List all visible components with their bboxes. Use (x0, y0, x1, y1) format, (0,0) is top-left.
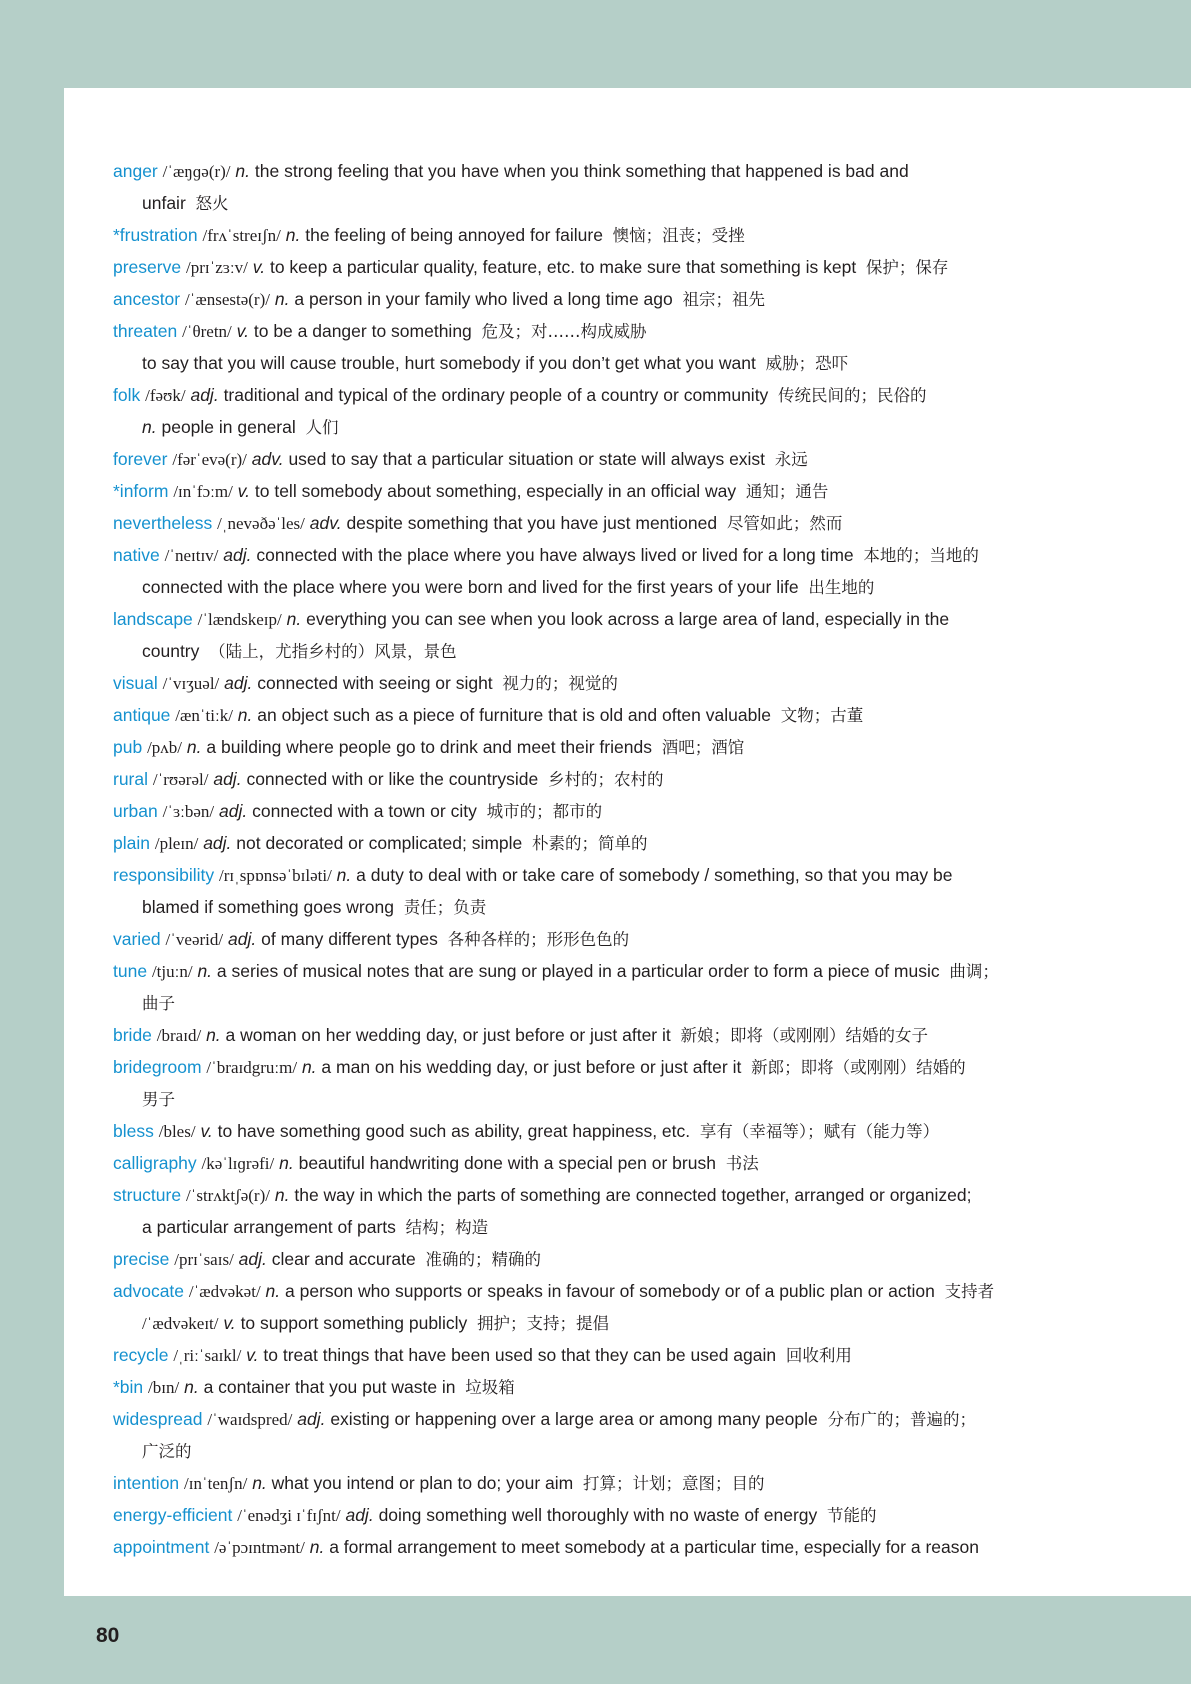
phonetic: /pleɪn/ (154, 834, 199, 853)
entry-line (113, 1371, 1113, 1403)
part-of-speech: n. (186, 737, 202, 757)
part-of-speech: v. (252, 257, 266, 277)
chinese-translation: 打算；计划；意图；目的 (582, 1474, 765, 1493)
headword: bride (113, 1025, 152, 1045)
headword: recycle (113, 1345, 169, 1365)
phonetic: /əˈpɔɪntmənt/ (214, 1538, 305, 1557)
chinese-translation: 新郎；即将（或刚刚）结婚的 (751, 1058, 966, 1077)
headword: *bin (113, 1377, 144, 1397)
part-of-speech: n. (237, 705, 253, 725)
headword: preserve (113, 257, 182, 277)
definition: a duty to deal with or take care of somebody / something, so that you may be (356, 865, 953, 885)
phonetic: /ˈɜːbən/ (162, 802, 215, 821)
headword: pub (113, 737, 143, 757)
vocab-entry (113, 1019, 1113, 1051)
entry-line (113, 1115, 1113, 1147)
vocab-entry (113, 1243, 1113, 1275)
phonetic: /ˈstrʌktʃə(r)/ (185, 1186, 270, 1205)
part-of-speech: adj. (297, 1409, 326, 1429)
chinese-translation: 保护；保存 (865, 258, 949, 277)
chinese-translation: 准确的；精确的 (425, 1250, 541, 1269)
chinese-translation: 祖宗；祖先 (682, 290, 765, 309)
page-number: 80 (96, 1624, 120, 1647)
chinese-translation: 酒吧；酒馆 (661, 738, 745, 757)
headword: appointment (113, 1537, 210, 1557)
entry-line (113, 827, 1113, 859)
vocab-entry (113, 1499, 1113, 1531)
vocab-entry (113, 219, 1113, 251)
chinese-translation: 结构；构造 (405, 1218, 489, 1237)
phonetic: /ˈrʊərəl/ (152, 770, 209, 789)
entry-line (113, 219, 1113, 251)
vocab-entry (113, 251, 1113, 283)
chinese-translation: 危及；对……构成威胁 (481, 322, 647, 341)
entry-line (113, 1531, 1113, 1563)
entry-continuation-line (113, 891, 1113, 923)
headword: energy-efficient (113, 1505, 233, 1525)
chinese-translation: 责任；负责 (403, 898, 487, 917)
headword: folk (113, 385, 141, 405)
vocab-entry (113, 923, 1113, 955)
chinese-translation: 城市的；都市的 (486, 802, 603, 821)
chinese-translation: 通知；通告 (745, 482, 829, 501)
vocab-entry (113, 1275, 1113, 1339)
definition: to support something publicly (240, 1313, 468, 1333)
part-of-speech: n. (285, 225, 301, 245)
chinese-translation: 传统民间的；民俗的 (778, 386, 927, 405)
chinese-translation: 享有（幸福等）；赋有（能力等） (699, 1122, 940, 1141)
chinese-translation: 新娘；即将（或刚刚）结婚的女子 (680, 1026, 928, 1045)
definition: to treat things that have been used so that they can be used again (263, 1345, 777, 1365)
entry-continuation-line (113, 635, 1113, 667)
phonetic: /ˈenədʒi ɪˈfɪʃnt/ (237, 1506, 341, 1525)
part-of-speech: n. (206, 1025, 221, 1045)
headword: tune (113, 961, 148, 981)
part-of-speech: v. (223, 1313, 236, 1333)
headword: bless (113, 1121, 154, 1141)
vocab-entry (113, 1467, 1113, 1499)
headword: rural (113, 769, 149, 789)
entry-line (113, 1147, 1113, 1179)
part-of-speech: adj. (228, 929, 257, 949)
part-of-speech: n. (336, 865, 352, 885)
vocab-entry (113, 315, 1113, 379)
entry-continuation-line (113, 1435, 1113, 1467)
phonetic: /ˈwaɪdspred/ (207, 1410, 293, 1429)
vocab-entry (113, 539, 1113, 603)
vocabulary-list (113, 155, 1113, 1563)
phonetic: /bɪn/ (148, 1378, 180, 1397)
definition: existing or happening over a large area or among many people (330, 1409, 818, 1429)
part-of-speech: n. (184, 1377, 199, 1397)
entry-line (113, 1467, 1113, 1499)
part-of-speech: adv. (251, 449, 284, 469)
phonetic: /ɪnˈtenʃn/ (184, 1474, 248, 1493)
chinese-translation: 威胁；恐吓 (765, 354, 849, 373)
chinese-translation: 本地的；当地的 (863, 546, 979, 565)
definition: traditional and typical of the ordinary people of a country or community (223, 385, 769, 405)
headword: *frustration (113, 225, 198, 245)
part-of-speech: v. (200, 1121, 213, 1141)
definition: connected with seeing or sight (257, 673, 493, 693)
entry-line (113, 539, 1113, 571)
definition: country (142, 641, 200, 661)
part-of-speech: adj. (345, 1505, 374, 1525)
phonetic: /ɪnˈfɔːm/ (173, 482, 233, 501)
entry-line (113, 699, 1113, 731)
definition: connected with the place where you have always lived or lived for a long time (256, 545, 854, 565)
definition: to tell somebody about something, especially in an official way (254, 481, 737, 501)
chinese-translation: 各种各样的；形形色色的 (447, 930, 630, 949)
entry-line (113, 155, 1113, 187)
phonetic: /ˈneɪtɪv/ (164, 546, 219, 565)
definition: despite something that you have just mentioned (346, 513, 718, 533)
vocab-entry (113, 1051, 1113, 1115)
definition: to have something good such as ability, great happiness, etc. (217, 1121, 691, 1141)
entry-continuation-line (113, 987, 1113, 1019)
definition: people in general (161, 417, 296, 437)
vocab-entry (113, 507, 1113, 539)
definition: connected with a town or city (252, 801, 477, 821)
vocab-entry (113, 1371, 1113, 1403)
phonetic: /kəˈlɪɡrəfi/ (201, 1154, 275, 1173)
phonetic: /ˈædvəkeɪt/ (142, 1314, 219, 1333)
definition: beautiful handwriting done with a special pen or brush (298, 1153, 716, 1173)
part-of-speech: n. (235, 161, 251, 181)
entry-line (113, 1403, 1113, 1435)
part-of-speech: n. (252, 1473, 267, 1493)
chinese-translation: 人们 (305, 418, 339, 437)
part-of-speech: n. (197, 961, 213, 981)
part-of-speech: adj. (219, 801, 248, 821)
definition: to keep a particular quality, feature, etc. to make sure that something is kept (269, 257, 857, 277)
part-of-speech: adv. (309, 513, 342, 533)
part-of-speech: adj. (224, 673, 253, 693)
chinese-translation: 男子 (142, 1090, 175, 1109)
part-of-speech: n. (274, 1185, 290, 1205)
headword: visual (113, 673, 158, 693)
definition: to be a danger to something (253, 321, 472, 341)
headword: anger (113, 161, 158, 181)
entry-line (113, 731, 1113, 763)
part-of-speech: adj. (203, 833, 232, 853)
definition: connected with or like the countryside (246, 769, 539, 789)
definition: clear and accurate (271, 1249, 416, 1269)
vocab-entry (113, 731, 1113, 763)
headword: nevertheless (113, 513, 213, 533)
definition: the strong feeling that you have when you think something that happened is bad and (254, 161, 909, 181)
headword: threaten (113, 321, 178, 341)
phonetic: /ˈlændskeɪp/ (197, 610, 282, 629)
definition: a particular arrangement of parts (142, 1217, 396, 1237)
vocab-entry (113, 475, 1113, 507)
definition: doing something well thoroughly with no waste of energy (378, 1505, 818, 1525)
part-of-speech: adj. (238, 1249, 267, 1269)
definition: a woman on her wedding day, or just before or just after it (225, 1025, 671, 1045)
entry-continuation-line (113, 411, 1113, 443)
chinese-translation: 支持者 (944, 1282, 995, 1301)
entry-line (113, 1275, 1113, 1307)
chinese-translation: 书法 (725, 1154, 759, 1173)
entry-line (113, 1179, 1113, 1211)
chinese-translation: 曲子 (142, 994, 175, 1013)
headword: urban (113, 801, 158, 821)
entry-line (113, 507, 1113, 539)
definition: not decorated or complicated; simple (236, 833, 523, 853)
entry-continuation-line (113, 571, 1113, 603)
phonetic: /tjuːn/ (151, 962, 193, 981)
part-of-speech: n. (142, 417, 157, 437)
chinese-translation: 朴素的；简单的 (532, 834, 648, 853)
entry-line (113, 955, 1113, 987)
phonetic: /ˈædvəkət/ (188, 1282, 261, 1301)
definition: a man on his wedding day, or just before or just after it (321, 1057, 742, 1077)
entry-continuation-line (113, 1083, 1113, 1115)
part-of-speech: adj. (190, 385, 219, 405)
definition: the feeling of being annoyed for failure (305, 225, 603, 245)
entry-line (113, 603, 1113, 635)
chinese-translation: 节能的 (827, 1506, 877, 1525)
definition: of many different types (261, 929, 438, 949)
chinese-translation: 拥护；支持；提倡 (476, 1314, 609, 1333)
entry-line (113, 475, 1113, 507)
phonetic: /rɪˌspɒnsəˈbɪləti/ (219, 866, 332, 885)
entry-line (113, 795, 1113, 827)
chinese-translation: 出生地的 (808, 578, 875, 597)
phonetic: /ˈveərid/ (165, 930, 224, 949)
definition: a series of musical notes that are sung or played in a particular order to form a piece of music (216, 961, 940, 981)
vocab-entry (113, 443, 1113, 475)
entry-line (113, 315, 1113, 347)
headword: calligraphy (113, 1153, 197, 1173)
headword: advocate (113, 1281, 185, 1301)
vocab-entry (113, 1339, 1113, 1371)
phonetic: /pʌb/ (147, 738, 183, 757)
vocab-entry (113, 763, 1113, 795)
chinese-translation: 曲调； (949, 962, 999, 981)
phonetic: /ænˈtiːk/ (175, 706, 233, 725)
chinese-translation: 视力的；视觉的 (502, 674, 618, 693)
chinese-translation: 广泛的 (142, 1442, 192, 1461)
chinese-translation: 怒火 (195, 194, 229, 213)
headword: plain (113, 833, 150, 853)
part-of-speech: v. (246, 1345, 259, 1365)
vocab-entry (113, 603, 1113, 667)
entry-continuation-line (113, 1211, 1113, 1243)
vocab-entry (113, 283, 1113, 315)
phonetic: /ˈvɪʒuəl/ (162, 674, 220, 693)
entry-line (113, 1019, 1113, 1051)
headword: varied (113, 929, 161, 949)
part-of-speech: n. (265, 1281, 281, 1301)
phonetic: /fəʊk/ (145, 386, 186, 405)
definition: unfair (142, 193, 186, 213)
headword: antique (113, 705, 171, 725)
headword: widespread (113, 1409, 203, 1429)
headword: structure (113, 1185, 182, 1205)
phonetic: /ˈænsestə(r)/ (185, 290, 270, 309)
phonetic: /fərˈevə(r)/ (172, 450, 247, 469)
vocab-entry (113, 1147, 1113, 1179)
chinese-translation: 懊恼；沮丧；受挫 (612, 226, 745, 245)
definition: connected with the place where you were born and lived for the first years of your life (142, 577, 799, 597)
definition: used to say that a particular situation or state will always exist (288, 449, 766, 469)
definition: everything you can see when you look across a large area of land, especially in the (306, 609, 950, 629)
headword: landscape (113, 609, 193, 629)
definition: a person in your family who lived a long time ago (294, 289, 673, 309)
headword: forever (113, 449, 168, 469)
headword: intention (113, 1473, 180, 1493)
vocab-entry (113, 955, 1113, 1019)
part-of-speech: n. (274, 289, 290, 309)
part-of-speech: v. (236, 321, 249, 341)
vocab-entry (113, 1403, 1113, 1467)
definition: a person who supports or speaks in favour of somebody or of a public plan or action (285, 1281, 935, 1301)
chinese-translation: 垃圾箱 (465, 1378, 515, 1397)
part-of-speech: adj. (213, 769, 242, 789)
part-of-speech: n. (286, 609, 302, 629)
chinese-translation: 分布广的；普遍的； (827, 1410, 976, 1429)
entry-line (113, 859, 1113, 891)
chinese-translation: （陆上，尤指乡村的）风景，景色 (209, 642, 457, 661)
definition: a formal arrangement to meet somebody at a particular time, especially for a reason (329, 1537, 979, 1557)
headword: native (113, 545, 160, 565)
vocab-entry (113, 667, 1113, 699)
phonetic: /prɪˈsaɪs/ (174, 1250, 234, 1269)
definition: blamed if something goes wrong (142, 897, 394, 917)
headword: *inform (113, 481, 169, 501)
phonetic: /frʌˈstreɪʃn/ (202, 226, 281, 245)
entry-line (113, 1051, 1113, 1083)
entry-line (113, 1339, 1113, 1371)
phonetic: /ˈæŋɡə(r)/ (162, 162, 231, 181)
definition: to say that you will cause trouble, hurt somebody if you don’t get what you want (142, 353, 756, 373)
entry-continuation-line (113, 347, 1113, 379)
entry-line (113, 763, 1113, 795)
phonetic: /ˌriːˈsaɪkl/ (173, 1346, 242, 1365)
chinese-translation: 永远 (774, 450, 808, 469)
entry-line (113, 923, 1113, 955)
vocab-entry (113, 1115, 1113, 1147)
headword: responsibility (113, 865, 215, 885)
definition: the way in which the parts of something are connected together, arranged or organized; (294, 1185, 972, 1205)
headword: precise (113, 1249, 170, 1269)
phonetic: /ˌnevəðəˈles/ (217, 514, 305, 533)
phonetic: /ˈbraɪdgruːm/ (206, 1058, 298, 1077)
vocab-entry (113, 155, 1113, 219)
vocab-entry (113, 1531, 1113, 1563)
entry-continuation-line (113, 187, 1113, 219)
vocab-entry (113, 1179, 1113, 1243)
headword: ancestor (113, 289, 181, 309)
phonetic: /bles/ (158, 1122, 196, 1141)
entry-line (113, 283, 1113, 315)
phonetic: /prɪˈzɜːv/ (185, 258, 248, 277)
part-of-speech: v. (237, 481, 250, 501)
part-of-speech: adj. (223, 545, 252, 565)
definition: what you intend or plan to do; your aim (271, 1473, 574, 1493)
definition: a container that you put waste in (203, 1377, 456, 1397)
phonetic: /braɪd/ (156, 1026, 202, 1045)
vocab-entry (113, 699, 1113, 731)
entry-line (113, 667, 1113, 699)
chinese-translation: 尽管如此；然而 (726, 514, 843, 533)
entry-line (113, 1243, 1113, 1275)
definition: an object such as a piece of furniture that is old and often valuable (257, 705, 771, 725)
chinese-translation: 文物；古董 (780, 706, 864, 725)
part-of-speech: n. (301, 1057, 317, 1077)
chinese-translation: 回收利用 (785, 1346, 852, 1365)
vocab-entry (113, 379, 1113, 443)
entry-line (113, 379, 1113, 411)
chinese-translation: 乡村的；农村的 (548, 770, 664, 789)
entry-line (113, 1499, 1113, 1531)
entry-line (113, 443, 1113, 475)
phonetic: /ˈθretn/ (182, 322, 232, 341)
part-of-speech: n. (279, 1153, 294, 1173)
vocab-entry (113, 859, 1113, 923)
entry-continuation-line (113, 1307, 1113, 1339)
part-of-speech: n. (309, 1537, 325, 1557)
vocab-entry (113, 795, 1113, 827)
headword: bridegroom (113, 1057, 202, 1077)
entry-line (113, 251, 1113, 283)
vocab-entry (113, 827, 1113, 859)
definition: a building where people go to drink and meet their friends (206, 737, 652, 757)
